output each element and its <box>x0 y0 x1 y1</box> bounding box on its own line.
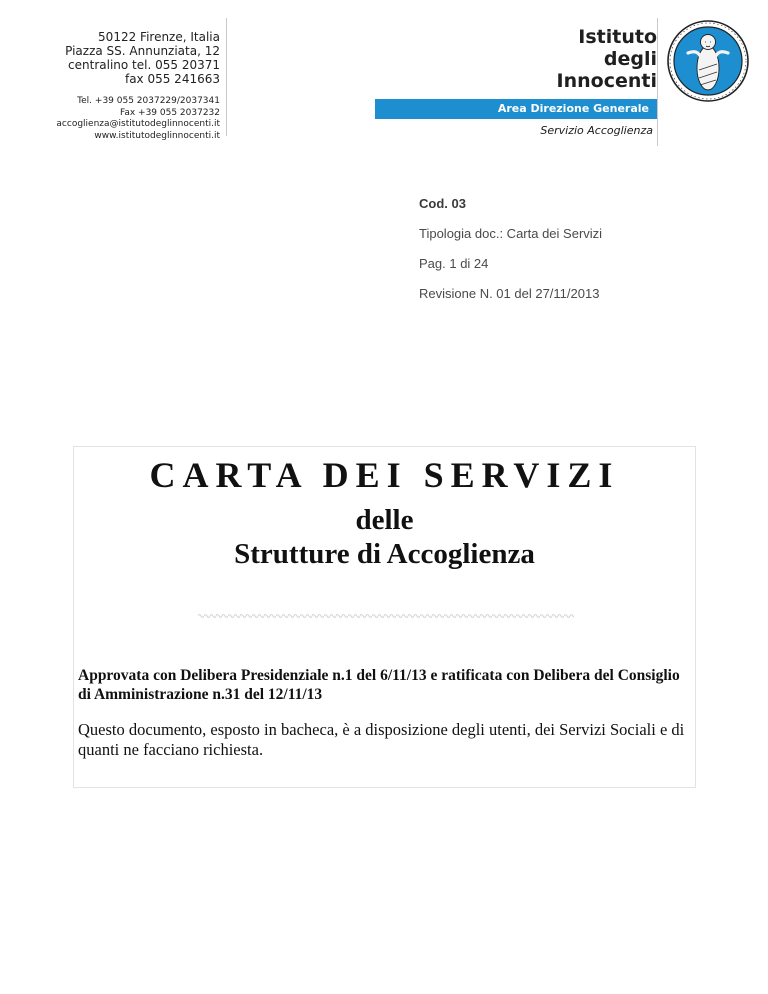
divider-left <box>226 18 227 136</box>
document-title: CARTA DEI SERVIZI <box>149 455 620 495</box>
contact-line: www.istitutodeglinnocenti.it <box>94 130 220 141</box>
subtitle-line: delle <box>355 504 414 536</box>
address-block <box>20 30 220 142</box>
divider-right <box>657 18 658 146</box>
address-line: centralino tel. 055 20371 <box>68 58 220 72</box>
availability-note: Questo documento, esposto in bacheca, è a disposizione degli utenti, dei Servizi Sociali e di quanti ne facciano richiesta. <box>78 720 685 759</box>
address-line: 50122 Firenze, Italia <box>98 30 220 44</box>
address-line: fax 055 241663 <box>124 72 220 86</box>
doc-code: Cod. 03 <box>419 196 466 211</box>
address-line: Piazza SS. Annunziata, 12 <box>65 44 220 58</box>
institute-logo-text <box>540 26 657 92</box>
logo-line: Innocenti <box>556 70 657 92</box>
document-info <box>419 196 602 316</box>
innocenti-emblem-icon <box>665 18 751 104</box>
area-banner: Area Direzione Generale <box>375 99 657 119</box>
service-name: Servizio Accoglienza <box>540 124 653 137</box>
decorative-wave <box>198 612 574 620</box>
contact-line: Tel. +39 055 2037229/2037341 <box>77 96 220 106</box>
document-subtitle <box>73 503 696 571</box>
doc-page: Pag. 1 di 24 <box>419 256 489 271</box>
contact-line: Fax +39 055 2037232 <box>119 107 220 118</box>
logo-line: Istituto <box>578 26 657 48</box>
contact-line: accoglienza@istitutodeglinnocenti.it <box>56 119 220 129</box>
subtitle-line: Strutture di Accoglienza <box>234 538 535 570</box>
logo-line: degli <box>603 48 657 70</box>
approval-text: Approvata con Delibera Presidenziale n.1 del 6/11/13 e ratificata con Delibera del Consiglio di Amministrazione n.31 del 12/11/13 <box>78 667 680 703</box>
doc-revision: Revisione N. 01 del 27/11/2013 <box>419 286 600 301</box>
doc-type: Tipologia doc.: Carta dei Servizi <box>419 226 603 241</box>
